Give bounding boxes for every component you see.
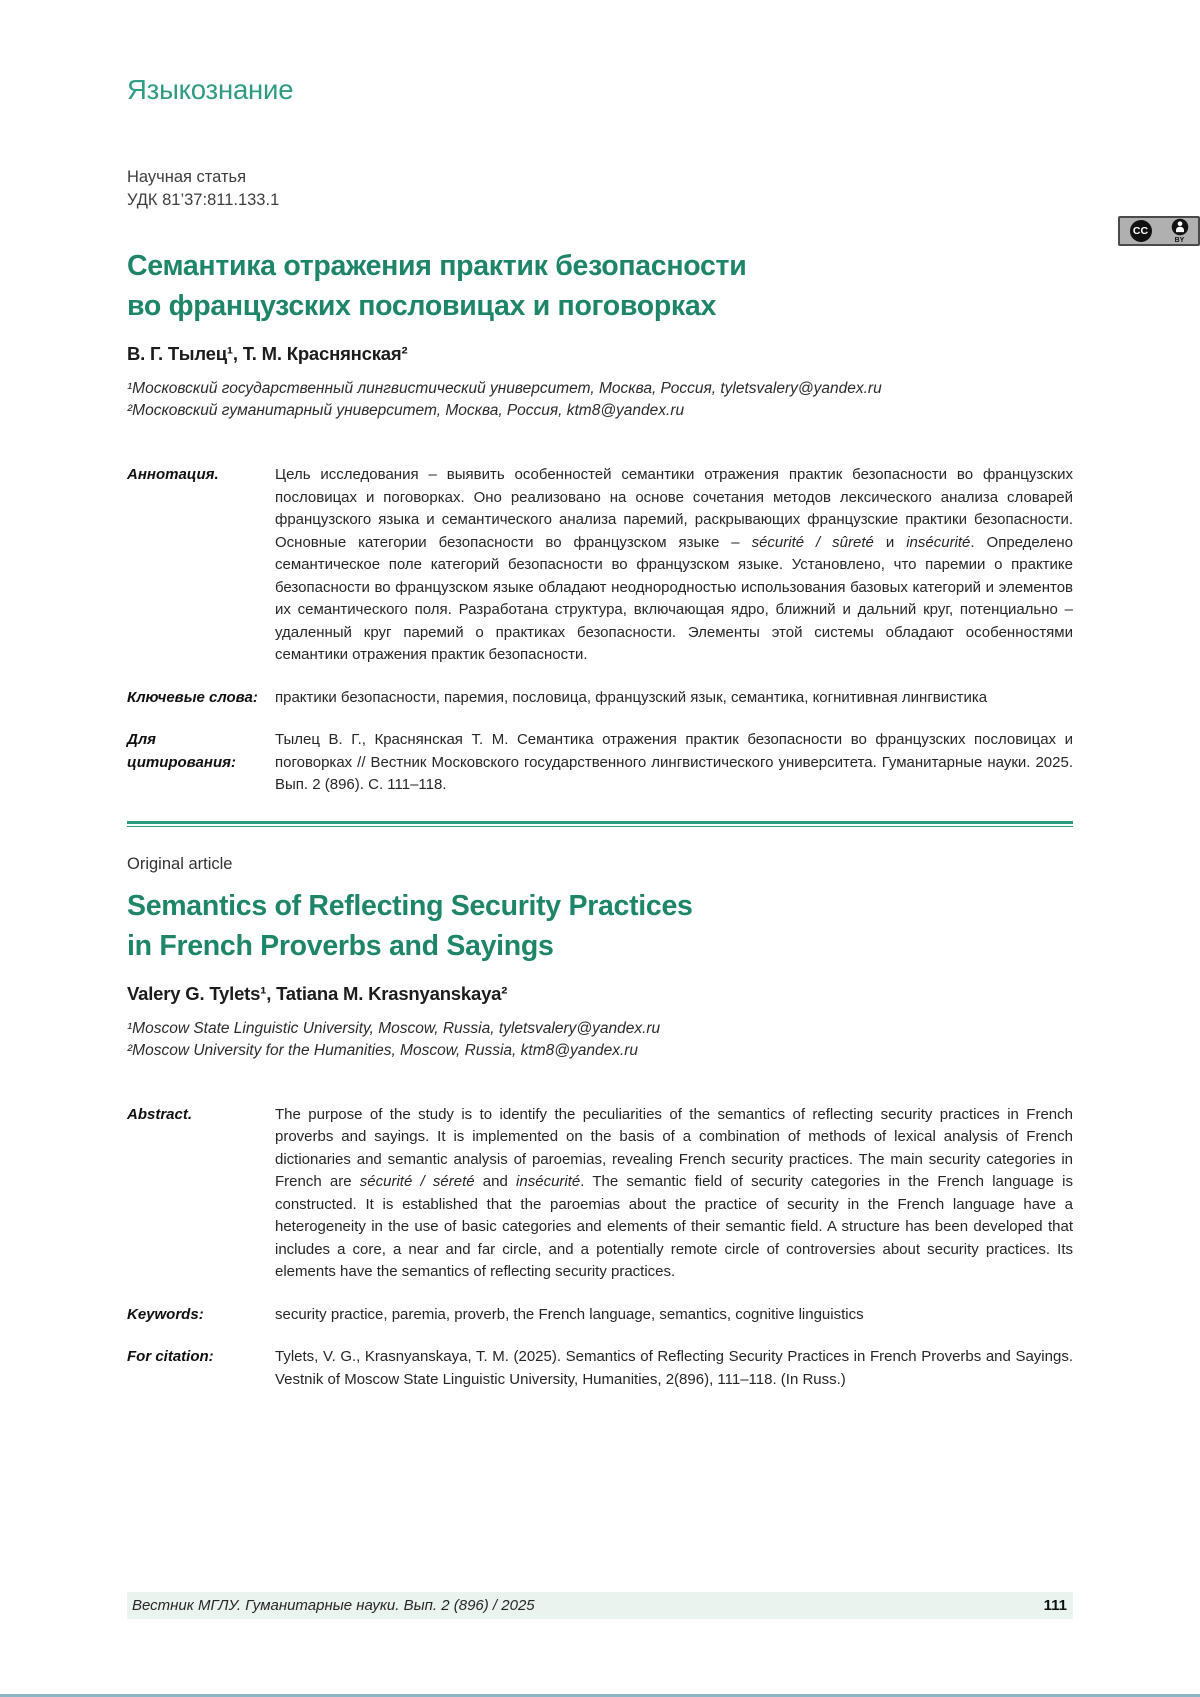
en-authors: Valery G. Tylets¹, Tatiana M. Krasnyanskaya² (127, 982, 508, 1004)
ru-abstract-label: Аннотация. (127, 466, 219, 483)
ru-keywords-label: Ключевые слова: (127, 688, 258, 706)
ru-abstract-term-1: sécurité / sûreté (751, 533, 874, 551)
en-abstract-row (127, 1104, 1073, 1284)
ru-abstract-part-3: . Определено семантическое поле категорий безопасности во французском языке. Установлено, что паремии о практике безопасности во французском языке обладают неоднородностью использования базовых категорий и элементов их семантического поля. Разработана структура, включающая ядро, ближний и дальний круг, потенциально – удаленный круг паремий о практиках безопасности. Элементы этой системы обладают особенностями семантики отражения практик безопасности. (275, 533, 1073, 663)
cc-icon: CC (1130, 220, 1152, 242)
ru-citation-text: Тылец В. Г., Краснянская Т. М. Семантика отражения практик безопасности во французских пословицах и поговорках // Вестник Московского государственного лингвистического университета. Гуманитарные науки. 2025. Вып. 2 (896). С. 111–118. (275, 731, 1073, 793)
section-divider (127, 821, 1073, 827)
en-citation-label: For citation: (127, 1348, 214, 1365)
footer-band (127, 1592, 1073, 1619)
page-number: 111 (1043, 1597, 1067, 1614)
section-heading: Языкознание (127, 74, 294, 105)
en-citation-row (127, 1346, 1073, 1391)
en-article-title (127, 886, 1073, 966)
en-keywords-row (127, 1304, 1073, 1327)
en-keywords-text: security practice, paremia, proverb, the French language, semantics, cognitive linguistics (275, 1305, 864, 1323)
ru-affiliations (127, 378, 1073, 422)
ru-keywords-text: практики безопасности, паремия, пословица, французский язык, семантика, когнитивная лингвистика (275, 688, 988, 706)
ru-article-title (127, 246, 1073, 326)
en-abstract-part-1: The purpose of the study is to identify the peculiarities of the semantics of reflecting security practices in French proverbs and sayings. It is implemented on the basis of a combination of methods of lexical analysis of French dictionaries and semantic analysis of paroemias, revealing French security practices. The main security categories in French are (275, 1105, 1073, 1190)
en-abstract-term-2: insécurité (516, 1173, 581, 1190)
ru-title-line-2: во французских пословицах и поговорках (127, 290, 716, 322)
cc-by-license-badge (1118, 216, 1200, 246)
en-abstract-label: Abstract. (127, 1105, 193, 1123)
en-affiliations (127, 1018, 1073, 1062)
ru-keywords-row (127, 687, 1073, 710)
en-affiliation-1: ¹Moscow State Linguistic University, Moscow, Russia, tyletsvalery@yandex.ru (127, 1019, 661, 1037)
ru-abstract-text (275, 464, 1073, 667)
ru-abstract-part-1: Цель исследования – выявить особенностей семантики отражения практик безопасности во французских пословицах и поговорках. Оно реализовано на основе сочетания методов лексического анализа словарей французского языка и семантического анализа паремий, раскрывающих французские практики безопасности. Основные категории безопасности во французском языке – (275, 466, 1073, 551)
en-abstract-text (275, 1104, 1073, 1284)
cc-by-label: BY (1174, 237, 1185, 244)
article-type-label: Научная статья (127, 168, 247, 186)
cc-by-person-icon (1171, 218, 1189, 244)
en-article-type: Original article (127, 854, 233, 873)
ru-affiliation-2: ²Московский гуманитарный университет, Москва, Россия, ktm8@yandex.ru (127, 402, 685, 419)
en-abstract-term-1: sécurité / séreté (359, 1173, 475, 1190)
en-title-line-2: in French Proverbs and Sayings (127, 929, 554, 962)
ru-title-line-1: Семантика отражения практик безопасности (127, 250, 747, 282)
ru-citation-label: Для цитирования: (127, 731, 236, 771)
en-abstract-part-2: and (474, 1173, 517, 1190)
en-abstract-part-3: . The semantic field of security categories in the French language is constructed. It is established that the paroemias about the practice of security in the French language have a heterogeneity in the use of basic categories and elements of their semantic field. A structure has been developed that includes a core, a near and far circle, and a potentially remote circle of controversies about security practices. Its elements have the semantics of reflecting security practices. (275, 1173, 1073, 1280)
en-title-line-1: Semantics of Reflecting Security Practices (127, 889, 693, 922)
udc-label: УДК 81’37:811.133.1 (127, 191, 280, 209)
ru-abstract-row (127, 464, 1073, 667)
ru-citation-row (127, 729, 1073, 797)
en-citation-text: Tylets, V. G., Krasnyanskaya, T. M. (2025). Semantics of Reflecting Security Practices in French Proverbs and Sayings. Vestnik of Moscow State Linguistic University, Humanities, 2(896), 111–118. (In Russ.) (275, 1348, 1073, 1388)
ru-authors: В. Г. Тылец¹, Т. М. Краснянская² (127, 343, 408, 364)
ru-affiliation-1: ¹Московский государственный лингвистический университет, Москва, Россия, tyletsvalery@yandex.ru (127, 380, 882, 397)
ru-abstract-part-2: и (873, 533, 907, 551)
en-keywords-label: Keywords: (127, 1305, 204, 1323)
ru-abstract-term-2: insécurité (906, 533, 971, 551)
journal-info: Вестник МГЛУ. Гуманитарные науки. Вып. 2 (896) / 2025 (132, 1597, 535, 1614)
en-affiliation-2: ²Moscow University for the Humanities, Moscow, Russia, ktm8@yandex.ru (127, 1041, 639, 1059)
